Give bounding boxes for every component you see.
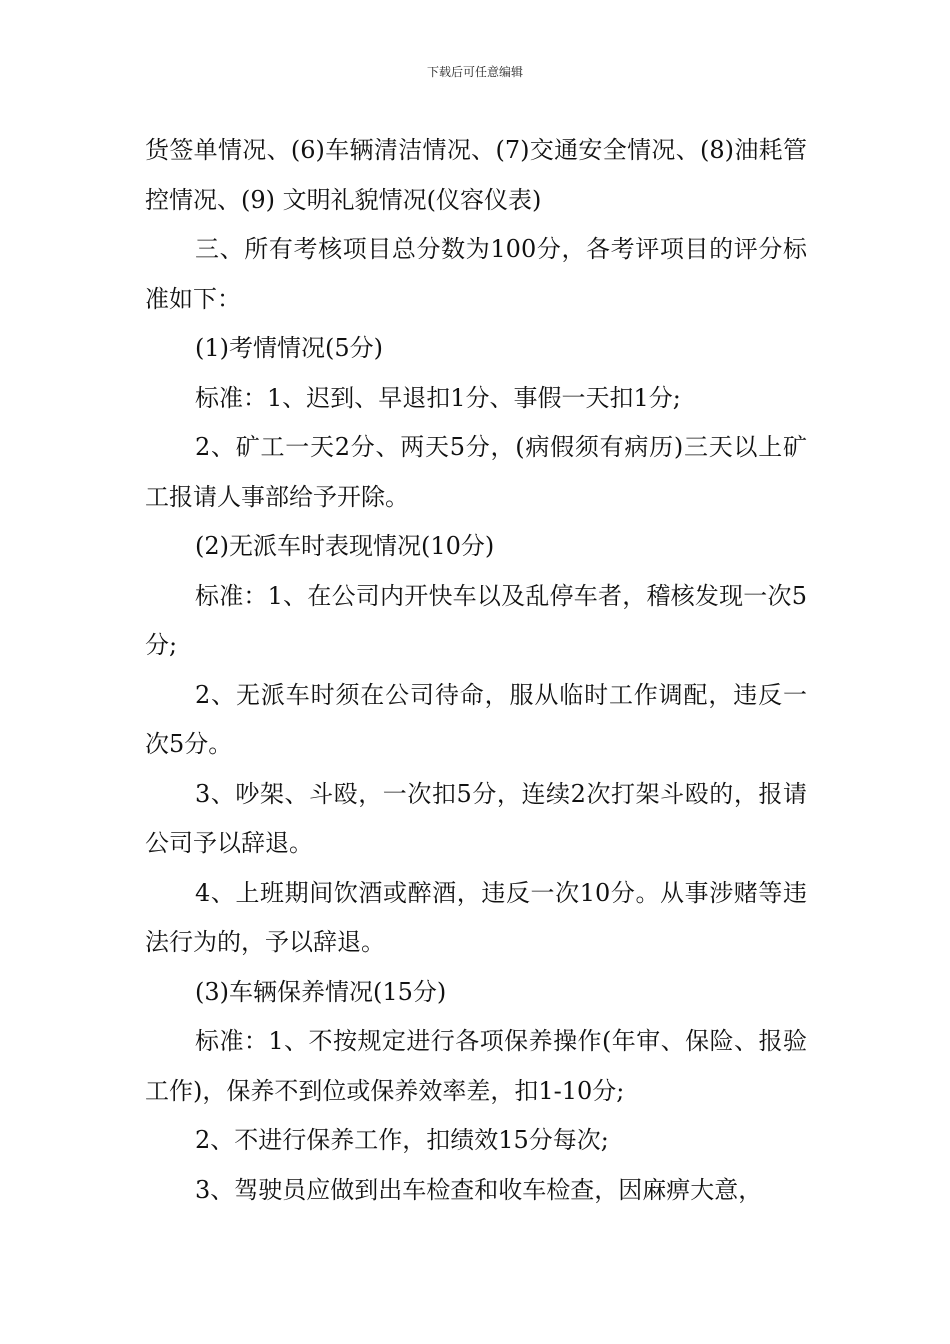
paragraph: 货签单情况、(6)车辆清洁情况、(7)交通安全情况、(8)油耗管控情况、(9) 文明礼貌情况(仪容仪表): [145, 136, 807, 214]
paragraph: (1)考情情况(5分): [195, 334, 383, 362]
paragraph: 三、所有考核项目总分数为100分，各考评项目的评分标准如下：: [145, 235, 807, 313]
paragraph: (3)车辆保养情况(15分): [195, 977, 447, 1006]
paragraph: 标准：1、在公司内开快车以及乱停车者，稽核发现一次5分;: [145, 581, 807, 659]
document-body: [145, 126, 807, 1215]
paragraph: 2、无派车时须在公司待命，服从临时工作调配，违反一次5分。: [145, 680, 807, 758]
paragraph: 2、矿工一天2分、两天5分，(病假须有病历)三天以上矿工报请人事部给予开除。: [145, 433, 807, 511]
paragraph: 3、吵架、斗殴，一次扣5分，连续2次打架斗殴的，报请公司予以辞退。: [145, 779, 807, 857]
page-header: 下载后可任意编辑: [426, 65, 523, 79]
paragraph: 标准：1、迟到、早退扣1分、事假一天扣1分;: [195, 383, 681, 412]
paragraph: 标准：1、不按规定进行各项保养操作(年审、保险、报验工作)，保养不到位或保养效率差，扣1-10分;: [145, 1027, 807, 1105]
paragraph: 4、上班期间饮酒或醉酒，违反一次10分。从事涉赌等违法行为的，予以辞退。: [145, 878, 807, 956]
paragraph: 2、不进行保养工作，扣绩效15分每次;: [195, 1126, 609, 1154]
paragraph: (2)无派车时表现情况(10分): [195, 532, 495, 560]
paragraph: 3、驾驶员应做到出车检查和收车检查，因麻痹大意，: [195, 1175, 763, 1204]
